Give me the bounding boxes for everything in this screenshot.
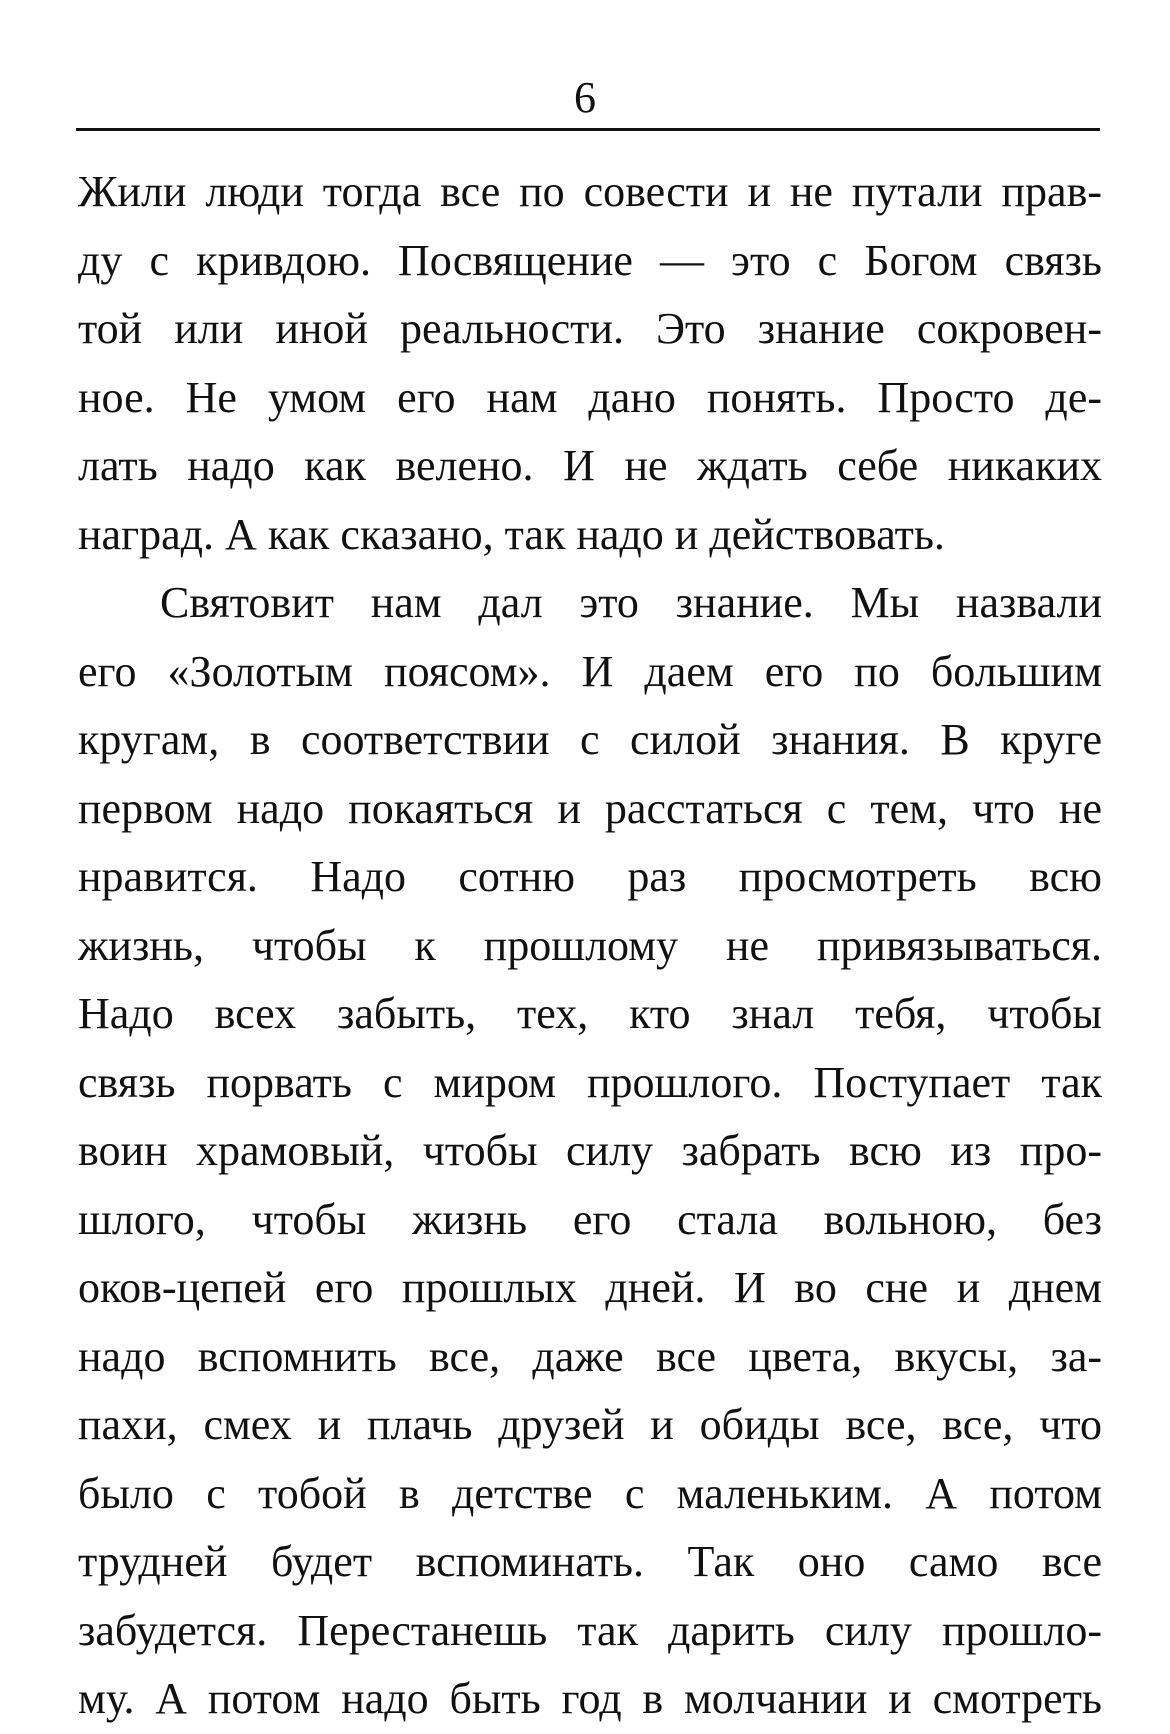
text-line: кругам, в соответствии с силой знания. В круге xyxy=(78,715,1102,764)
text-line: Жили люди тогда все по совести и не путали прав- xyxy=(78,167,1102,216)
text-line: его «Золотым поясом». И даем его по большим xyxy=(78,646,1102,696)
text-line: ду с кривдою. Посвящение — это с Богом связь xyxy=(78,235,1102,285)
text-line: му. А потом надо быть год в молчании и смотреть xyxy=(78,1674,1102,1723)
text-line: связь порвать с миром прошлого. Поступает так xyxy=(78,1057,1102,1107)
text-line: надо вспомнить все, даже все цвета, вкусы, за- xyxy=(78,1331,1102,1381)
text-line: нравится. Надо сотню раз просмотреть всю xyxy=(78,852,1102,901)
text-line: пахи, смех и плачь друзей и обиды все, все, что xyxy=(78,1400,1102,1449)
header-rule xyxy=(76,128,1100,131)
text-line: той или иной реальности. Это знание сокровен- xyxy=(78,304,1102,353)
text-line: шлого, чтобы жизнь его стала вольною, без xyxy=(78,1194,1102,1244)
text-line: было с тобой в детстве с маленьким. А потом xyxy=(78,1468,1102,1518)
body-text xyxy=(78,158,1102,1734)
text-line: оков-цепей его прошлых дней. И во сне и днем xyxy=(78,1263,1102,1312)
text-line: жизнь, чтобы к прошлому не привязываться. xyxy=(78,920,1102,970)
page-number: 6 xyxy=(574,73,596,122)
text-line: Надо всех забыть, тех, кто знал тебя, чтобы xyxy=(78,989,1102,1038)
text-line: Святовит нам дал это знание. Мы назвали xyxy=(160,578,1102,627)
text-line: наград. А как сказано, так надо и действовать. xyxy=(78,509,945,559)
text-line: ное. Не умом его нам дано понять. Просто де- xyxy=(78,372,1102,422)
text-line: лать надо как велено. И не ждать себе никаких xyxy=(78,441,1102,490)
text-line: первом надо покаяться и расстаться с тем, что не xyxy=(78,783,1102,833)
text-line: забудется. Перестанешь так дарить силу прошло- xyxy=(78,1605,1102,1655)
text-line: трудней будет вспоминать. Так оно само все xyxy=(78,1537,1102,1586)
text-line: воин храмовый, чтобы силу забрать всю из про- xyxy=(78,1126,1102,1175)
